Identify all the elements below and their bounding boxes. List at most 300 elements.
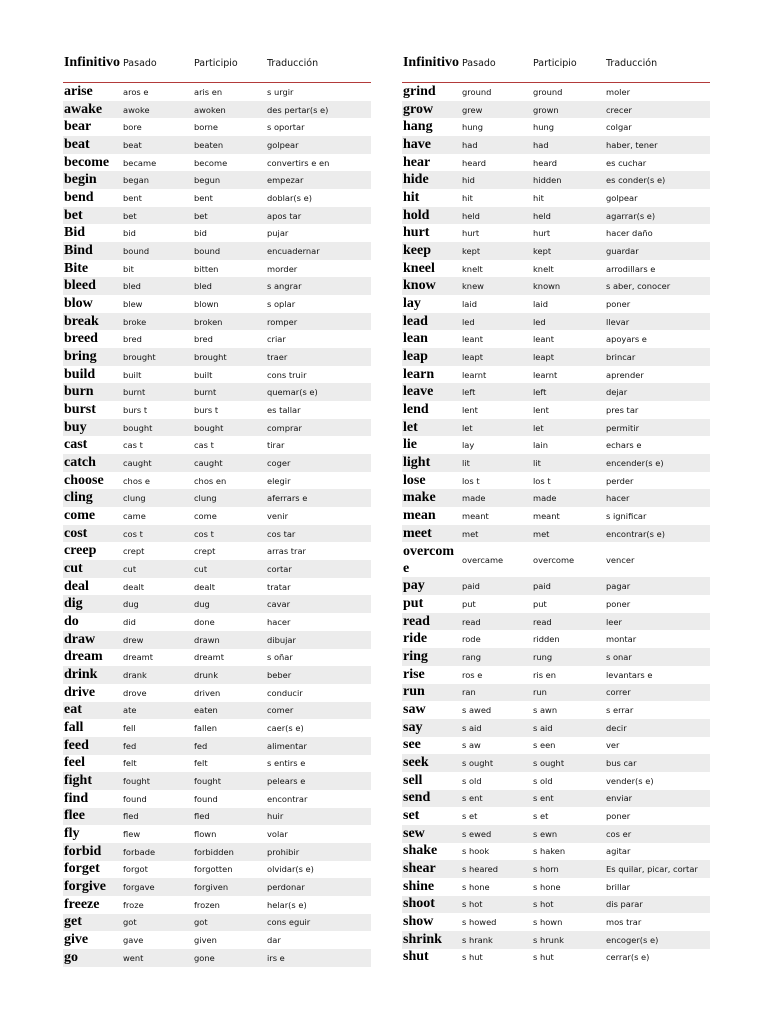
- table-row: [63, 666, 371, 684]
- participle-cell: forgiven: [192, 878, 265, 896]
- table-row: [402, 383, 710, 401]
- table-row: [63, 702, 371, 720]
- past-cell: burs t: [123, 404, 148, 415]
- past-cell: aros e: [123, 86, 149, 97]
- table-row: [402, 949, 710, 967]
- infinitive-cell: lose: [403, 472, 426, 488]
- translation-cell: conducir: [267, 687, 303, 698]
- table-row: [63, 595, 371, 613]
- infinitive-cell: ring: [402, 648, 460, 666]
- table-row: [402, 843, 710, 861]
- table-row: [63, 949, 371, 967]
- infinitive-cell: freeze: [64, 896, 100, 912]
- table-row: [63, 454, 371, 472]
- infinitive-cell: learn: [403, 366, 435, 382]
- participle-cell: knelt: [533, 263, 554, 274]
- past-cell: s et: [462, 811, 478, 822]
- table-row: [63, 118, 371, 136]
- translation-cell: mos trar: [606, 917, 642, 928]
- participle-cell: chos en: [194, 475, 227, 486]
- participle-cell: drunk: [192, 666, 265, 684]
- translation-cell: poner: [606, 598, 631, 609]
- infinitive-cell: go: [63, 949, 121, 967]
- table-row: [63, 631, 371, 649]
- infinitive-cell: shear: [402, 860, 460, 878]
- past-cell: felt: [123, 758, 137, 769]
- past-cell: forgave: [121, 878, 192, 896]
- translation-cell: s errar: [606, 705, 634, 715]
- infinitive-cell: fight: [63, 772, 121, 790]
- participle-cell: s ought: [531, 754, 604, 772]
- past-cell: los t: [462, 475, 480, 486]
- table-row: [63, 843, 371, 861]
- past-cell: grew: [460, 101, 531, 119]
- table-row: [63, 489, 371, 507]
- past-cell: knelt: [462, 263, 483, 274]
- infinitive-cell: hear: [403, 154, 431, 170]
- participle-cell: held: [531, 207, 604, 225]
- infinitive-cell: bet: [63, 207, 121, 225]
- participle-cell: s hown: [533, 917, 563, 928]
- translation-cell: s oportar: [267, 122, 305, 133]
- table-row: [63, 401, 371, 419]
- participle-cell: clung: [192, 489, 265, 507]
- translation-cell: bus car: [604, 754, 710, 772]
- table-row: [63, 171, 371, 189]
- infinitive-cell: forgive: [63, 878, 121, 896]
- past-cell: found: [123, 793, 147, 804]
- table-row: [402, 825, 710, 843]
- table-row: [63, 931, 371, 949]
- table-row: [402, 277, 710, 295]
- header-infinitive: Infinitivo: [402, 44, 460, 83]
- participle-cell: bid: [194, 228, 207, 239]
- translation-cell: es conder(s e): [604, 171, 710, 189]
- translation-cell: agitar: [606, 846, 631, 857]
- past-cell: s old: [462, 775, 482, 786]
- translation-cell: criar: [267, 334, 286, 345]
- header-past: Pasado: [460, 44, 531, 83]
- participle-cell: s een: [533, 740, 556, 751]
- participle-cell: s et: [533, 811, 549, 822]
- past-cell: s howed: [462, 917, 497, 928]
- translation-cell: comprar: [265, 419, 371, 437]
- participle-cell: cos t: [192, 525, 265, 543]
- infinitive-cell: draw: [63, 631, 121, 649]
- translation-cell: echars e: [606, 440, 642, 451]
- participle-cell: leant: [533, 334, 555, 345]
- translation-cell: empezar: [265, 171, 371, 189]
- translation-cell: es tallar: [267, 404, 301, 415]
- infinitive-cell: eat: [63, 702, 121, 720]
- table-row: [402, 754, 710, 772]
- participle-cell: felt: [194, 758, 208, 769]
- past-cell: beat: [121, 136, 192, 154]
- table-row: [63, 578, 371, 596]
- header-participle: Participio: [192, 44, 265, 83]
- translation-cell: brillar: [606, 881, 631, 892]
- header-translation: Traducción: [265, 44, 371, 83]
- participle-cell: crept: [194, 546, 216, 557]
- translation-cell: cerrar(s e): [606, 952, 650, 963]
- translation-cell: pres tar: [606, 404, 639, 415]
- infinitive-cell: blow: [64, 295, 93, 311]
- translation-cell: traer: [265, 348, 371, 366]
- infinitive-cell: give: [64, 932, 89, 948]
- past-cell: met: [460, 525, 531, 543]
- infinitive-cell: shine: [403, 878, 435, 894]
- participle-cell: led: [531, 313, 604, 331]
- infinitive-cell: shut: [403, 949, 429, 965]
- participle-cell: awoken: [192, 101, 265, 119]
- participle-cell: learnt: [533, 369, 558, 380]
- table-row: [63, 277, 371, 295]
- infinitive-cell: see: [403, 737, 421, 753]
- infinitive-cell: creep: [64, 543, 97, 559]
- translation-cell: elegir: [267, 475, 291, 486]
- table-header: [63, 44, 371, 83]
- translation-cell: romper: [265, 313, 371, 331]
- participle-cell: fallen: [194, 723, 217, 734]
- participle-cell: leapt: [531, 348, 604, 366]
- past-cell: dug: [121, 595, 192, 613]
- participle-cell: read: [531, 613, 604, 631]
- participle-cell: burnt: [192, 383, 265, 401]
- participle-cell: aris en: [194, 86, 223, 97]
- participle-cell: ris en: [533, 669, 557, 680]
- table-row: [63, 330, 371, 348]
- table-row: [402, 931, 710, 949]
- participle-cell: borne: [194, 122, 218, 133]
- translation-cell: doblar(s e): [267, 192, 312, 203]
- translation-cell: poner: [606, 811, 631, 822]
- table-row: [402, 737, 710, 755]
- translation-cell: beber: [265, 666, 371, 684]
- infinitive-cell: burn: [63, 383, 121, 401]
- infinitive-cell: dig: [63, 595, 121, 613]
- translation-cell: comer: [265, 702, 371, 720]
- header-infinitive: Infinitivo: [63, 44, 121, 83]
- translation-cell: colgar: [606, 122, 632, 133]
- translation-cell: cavar: [265, 595, 371, 613]
- past-cell: held: [460, 207, 531, 225]
- participle-cell: fled: [192, 808, 265, 826]
- participle-cell: let: [531, 419, 604, 437]
- translation-cell: correr: [604, 684, 710, 702]
- participle-cell: s awn: [533, 705, 558, 715]
- past-cell: bred: [123, 334, 142, 345]
- translation-cell: agarrar(s e): [604, 207, 710, 225]
- participle-cell: heard: [533, 157, 557, 168]
- past-cell: bit: [123, 263, 134, 274]
- translation-cell: poner: [606, 298, 631, 309]
- participle-cell: made: [531, 489, 604, 507]
- table-row: [63, 649, 371, 667]
- infinitive-cell: know: [402, 277, 460, 295]
- past-cell: kept: [460, 242, 531, 260]
- past-cell: led: [460, 313, 531, 331]
- infinitive-cell: choose: [64, 472, 104, 488]
- infinitive-cell: cost: [63, 525, 121, 543]
- participle-cell: cut: [192, 560, 265, 578]
- infinitive-cell: buy: [63, 419, 121, 437]
- table-row: [63, 808, 371, 826]
- table-row: [402, 719, 710, 737]
- infinitive-cell: have: [402, 136, 460, 154]
- past-cell: got: [121, 914, 192, 932]
- translation-cell: levantars e: [606, 669, 653, 680]
- infinitive-cell: do: [64, 613, 79, 629]
- participle-cell: s haken: [533, 846, 566, 857]
- past-cell: fought: [121, 772, 192, 790]
- table-row: [402, 684, 710, 702]
- infinitive-cell: break: [63, 313, 121, 331]
- translation-cell: encender(s e): [604, 454, 710, 472]
- table-row: [63, 613, 371, 631]
- table-row: [63, 825, 371, 843]
- translation-cell: golpear: [265, 136, 371, 154]
- infinitive-cell: pay: [402, 577, 460, 595]
- infinitive-cell: hit: [403, 189, 420, 205]
- table-row: [402, 330, 710, 348]
- participle-cell: hung: [533, 122, 555, 133]
- translation-cell: huir: [265, 808, 371, 826]
- infinitive-cell: set: [403, 808, 420, 824]
- translation-cell: vencer: [606, 554, 635, 565]
- table-row: [63, 189, 371, 207]
- participle-cell: had: [531, 136, 604, 154]
- table-row: [63, 313, 371, 331]
- translation-cell: dar: [267, 935, 281, 946]
- translation-cell: es cuchar: [606, 157, 647, 168]
- translation-cell: venir: [267, 510, 288, 521]
- past-cell: went: [121, 949, 192, 967]
- past-cell: drove: [123, 687, 147, 698]
- participle-cell: dug: [192, 595, 265, 613]
- past-cell: put: [462, 598, 476, 609]
- table-row: [402, 189, 710, 207]
- infinitive-cell: shoot: [402, 896, 460, 914]
- table-row: [402, 295, 710, 313]
- past-cell: rode: [462, 634, 481, 645]
- infinitive-cell: bring: [63, 348, 121, 366]
- infinitive-cell: light: [402, 454, 460, 472]
- infinitive-cell: cut: [63, 560, 121, 578]
- table-row: [402, 648, 710, 666]
- infinitive-cell: Bind: [63, 242, 121, 260]
- participle-cell: begun: [192, 171, 265, 189]
- past-cell: hung: [462, 122, 484, 133]
- infinitive-cell: lie: [403, 437, 417, 453]
- infinitive-cell: sew: [402, 825, 460, 843]
- participle-cell: ridden: [533, 634, 560, 645]
- participle-cell: lent: [533, 404, 549, 415]
- participle-cell: found: [194, 793, 218, 804]
- table-row: [63, 207, 371, 225]
- translation-cell: encontrar(s e): [604, 525, 710, 543]
- translation-cell: cos tar: [265, 525, 371, 543]
- participle-cell: driven: [194, 687, 221, 698]
- translation-cell: aprender: [606, 369, 644, 380]
- past-cell: hit: [462, 192, 473, 203]
- translation-cell: enviar: [604, 790, 710, 808]
- infinitive-cell: come: [64, 507, 96, 523]
- past-cell: cut: [121, 560, 192, 578]
- table-row: [63, 419, 371, 437]
- table-row: [402, 613, 710, 631]
- table-row: [402, 913, 710, 931]
- participle-cell: become: [194, 157, 228, 168]
- infinitive-cell: lay: [403, 295, 421, 311]
- infinitive-cell: lean: [403, 331, 428, 347]
- table-row: [63, 260, 371, 278]
- infinitive-cell: ride: [403, 631, 428, 647]
- table-row: [402, 436, 710, 454]
- translation-cell: cons eguir: [265, 914, 371, 932]
- participle-cell: overcome: [533, 554, 575, 565]
- past-cell: froze: [123, 899, 144, 910]
- infinitive-cell: grind: [403, 83, 436, 99]
- infinitive-cell: flee: [63, 808, 121, 826]
- translation-cell: llevar: [604, 313, 710, 331]
- past-cell: fell: [123, 723, 136, 734]
- table-row: [402, 772, 710, 790]
- participle-cell: built: [194, 369, 213, 380]
- translation-cell: dejar: [604, 383, 710, 401]
- table-row: [63, 861, 371, 879]
- participle-cell: lit: [531, 454, 604, 472]
- table-row: [402, 790, 710, 808]
- participle-cell: fought: [192, 772, 265, 790]
- participle-cell: beaten: [192, 136, 265, 154]
- past-cell: gave: [123, 935, 144, 946]
- translation-cell: guardar: [604, 242, 710, 260]
- past-cell: ground: [462, 86, 492, 97]
- table-row: [402, 472, 710, 490]
- participle-cell: fed: [192, 737, 265, 755]
- past-cell: chos e: [123, 475, 150, 486]
- infinitive-cell: seek: [402, 754, 460, 772]
- infinitive-cell: Bid: [64, 225, 86, 241]
- past-cell: s heared: [460, 860, 531, 878]
- table-row: [63, 383, 371, 401]
- table-row: [63, 507, 371, 525]
- translation-cell: convertirs e en: [267, 157, 330, 168]
- past-cell: hid: [460, 171, 531, 189]
- infinitive-cell: kneel: [403, 260, 435, 276]
- past-cell: ran: [460, 684, 531, 702]
- table-row: [402, 525, 710, 543]
- participle-cell: forbidden: [192, 843, 265, 861]
- table-row: [63, 878, 371, 896]
- table-row: [402, 313, 710, 331]
- table-row: [402, 577, 710, 595]
- table-row: [63, 737, 371, 755]
- translation-cell: golpear: [606, 192, 638, 203]
- past-cell: leapt: [460, 348, 531, 366]
- past-cell: hurt: [462, 228, 480, 239]
- infinitive-cell: put: [403, 595, 424, 611]
- translation-cell: perdonar: [265, 878, 371, 896]
- infinitive-cell: say: [402, 719, 460, 737]
- infinitive-cell: drive: [64, 684, 96, 700]
- translation-cell: s urgir: [267, 86, 294, 97]
- participle-cell: bet: [192, 207, 265, 225]
- participle-cell: known: [531, 277, 604, 295]
- translation-cell: dibujar: [265, 631, 371, 649]
- translation-cell: s entirs e: [267, 758, 306, 769]
- translation-cell: cos er: [604, 825, 710, 843]
- translation-cell: dis parar: [604, 896, 710, 914]
- table-row: [402, 207, 710, 225]
- past-cell: came: [123, 510, 146, 521]
- infinitive-cell: let: [402, 419, 460, 437]
- infinitive-cell: forget: [64, 861, 100, 877]
- participle-cell: lain: [533, 440, 548, 451]
- table-row: [402, 348, 710, 366]
- translation-cell: s oñar: [267, 652, 293, 663]
- translation-cell: encoger(s e): [604, 931, 710, 949]
- past-cell: meant: [462, 510, 489, 521]
- past-cell: s hrank: [460, 931, 531, 949]
- table-row: [402, 171, 710, 189]
- past-cell: bent: [123, 192, 142, 203]
- table-row: [63, 472, 371, 490]
- table-row: [402, 419, 710, 437]
- participle-cell: grown: [531, 101, 604, 119]
- infinitive-cell: feed: [63, 737, 121, 755]
- table-row: [63, 101, 371, 119]
- past-cell: flew: [123, 829, 141, 840]
- infinitive-cell: forbid: [63, 843, 121, 861]
- translation-cell: s angrar: [265, 277, 371, 295]
- participle-cell: bent: [194, 192, 213, 203]
- participle-cell: s horn: [531, 860, 604, 878]
- infinitive-cell: read: [402, 613, 460, 631]
- infinitive-cell: make: [402, 489, 460, 507]
- past-cell: bore: [123, 122, 142, 133]
- past-cell: dreamt: [123, 652, 154, 663]
- header-participle: Participio: [531, 44, 604, 83]
- table-row: [402, 401, 710, 419]
- infinitive-cell: hold: [402, 207, 460, 225]
- translation-cell: helar(s e): [267, 899, 307, 910]
- translation-cell: irs e: [265, 949, 371, 967]
- table-row: [402, 154, 710, 172]
- participle-cell: caught: [192, 454, 265, 472]
- translation-cell: arras trar: [267, 546, 306, 557]
- table-row: [402, 878, 710, 896]
- past-cell: lent: [462, 404, 478, 415]
- past-cell: clung: [121, 489, 192, 507]
- participle-cell: bitten: [194, 263, 219, 274]
- translation-cell: hacer: [604, 489, 710, 507]
- participle-cell: given: [194, 935, 217, 946]
- table-row: [402, 101, 710, 119]
- infinitive-cell: sell: [403, 772, 423, 788]
- past-cell: forgot: [123, 864, 148, 875]
- participle-cell: bought: [192, 419, 265, 437]
- translation-cell: pagar: [604, 577, 710, 595]
- participle-cell: bound: [192, 242, 265, 260]
- past-cell: s ewed: [460, 825, 531, 843]
- translation-cell: apos tar: [265, 207, 371, 225]
- participle-cell: s aid: [531, 719, 604, 737]
- participle-cell: cas t: [194, 440, 214, 451]
- table-row: [402, 701, 710, 719]
- translation-cell: coger: [265, 454, 371, 472]
- table-row: [63, 914, 371, 932]
